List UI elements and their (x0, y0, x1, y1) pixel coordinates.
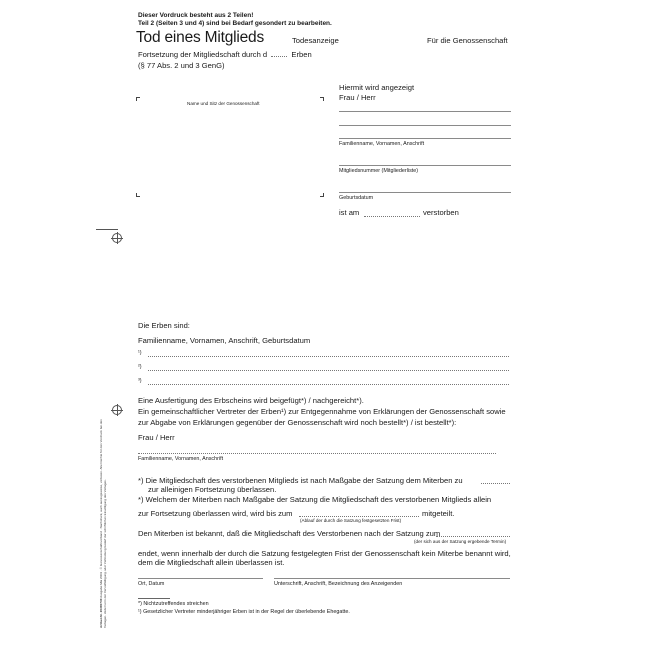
announcement-intro: Hiermit wird angezeigt (339, 83, 415, 92)
notice-line-2: Teil 2 (Seiten 3 und 4) sind bei Bedarf gesondert zu bearbeiten. (138, 20, 332, 27)
heir-row-2[interactable] (148, 370, 509, 371)
representative-label: Familienname, Vornamen, Anschrift (138, 456, 224, 462)
deadline-date-field[interactable] (299, 516, 419, 517)
death-date-field[interactable] (364, 216, 420, 217)
member-number-line[interactable] (339, 165, 511, 166)
deadline-caption: (Ablauf der durch die Satzung festgesetzten Frist) (300, 518, 402, 523)
order-number: Artikel-Nr. 20300730 (99, 598, 103, 628)
footnote-star: *) Nichtzutreffendes streichen (138, 601, 209, 607)
heir-row-3[interactable] (148, 384, 509, 385)
died-prefix: ist am (339, 208, 360, 217)
footnote-rule (138, 598, 170, 599)
heirs-columns: Familienname, Vornamen, Anschrift, Geburtsdatum (138, 336, 311, 345)
option-1-line-1: *) Die Mitgliedschaft des verstorbenen Mitglieds ist nach Maßgabe der Satzung dem Miterben zu (138, 476, 463, 485)
publisher-sidebar (100, 418, 108, 628)
deceased-name-line-3[interactable] (339, 138, 511, 139)
punch-mark-bottom-icon (112, 405, 122, 415)
announcement-salutation: Frau / Herr (339, 93, 376, 102)
continuation-heading (138, 50, 312, 59)
birthdate-line[interactable] (339, 192, 511, 193)
place-date-line[interactable] (138, 578, 263, 579)
certificate-line-2: Ein gemeinschaftlicher Vertreter der Erben¹) zur Entgegennahme von Erklärungen der Genossenschaft sowie (138, 407, 506, 416)
place-date-label: Ort, Datum (138, 581, 165, 587)
representative-salutation: Frau / Herr (138, 433, 175, 442)
option-2-line-1: *) Welchem der Miterben nach Maßgabe der Satzung die Mitgliedschaft des verstorbenen Mitglieds allein (138, 495, 492, 504)
address-corner-bl (136, 193, 140, 197)
signature-line[interactable] (274, 578, 510, 579)
option-2-suffix: mitgeteilt. (422, 509, 455, 518)
address-corner-br (320, 193, 324, 197)
continuation-prefix: Fortsetzung der Mitgliedschaft durch d (138, 50, 268, 59)
certificate-line-3: zur Abgabe von Erklärungen gegenüber der Genossenschaft wird noch bestellt*) / ist bestellt*): (138, 418, 457, 427)
term-caption: (der sich aus der Satzung ergebende Termin) (414, 539, 507, 544)
address-field[interactable] (140, 108, 318, 192)
publisher-note: Ausgabe Mai 2009 · © Genossenschaftsverband · Nachdruck, auch auszugsweise, verboten. Alle Rechte für den Vordruck bei den Verlagen. Jede Form der Vervielfältigung oder Verbreitung bedarf der schriftlichen Einwilligung des Verlages. (99, 419, 107, 628)
form-subtitle: Todesanzeige (292, 36, 339, 45)
heirs-heading: Die Erben sind: (138, 321, 190, 330)
heir-marker-1: ¹) (138, 350, 142, 356)
gender-suffix-field[interactable] (271, 56, 287, 57)
known-prefix: Den Miterben ist bekannt, daß die Mitgliedschaft des Verstorbenen nach der Satzung zum (138, 529, 441, 538)
signature-label: Unterschrift, Anschrift, Bezeichnung des Anzeigenden (274, 581, 403, 587)
term-date-field[interactable] (436, 536, 510, 537)
deceased-name-label: Familienname, Vornamen, Anschrift (339, 141, 425, 147)
member-number-label: Mitgliedsnummer (Mitgliederliste) (339, 168, 419, 174)
representative-name-line[interactable] (138, 453, 496, 454)
punch-mark-top-icon (112, 233, 122, 243)
certificate-line-1: Eine Ausfertigung des Erbscheins wird beigefügt*) / nachgereicht*). (138, 396, 364, 405)
address-corner-tl (136, 97, 140, 101)
form-title: Tod eines Mitglieds (136, 29, 265, 46)
option-1-line-2: zur alleinigen Fortsetzung überlassen. (148, 485, 277, 494)
heir-marker-3: ³) (138, 378, 142, 384)
died-suffix: verstorben (423, 208, 459, 217)
address-box-label: Name und Sitz der Genossenschaft (187, 101, 260, 106)
end-line-2: dem die Mitgliedschaft allein überlassen ist. (138, 558, 285, 567)
deceased-name-line-2[interactable] (339, 125, 511, 126)
legal-reference: (§ 77 Abs. 2 und 3 GenG) (138, 61, 225, 70)
notice-line-1: Dieser Vordruck besteht aus 2 Teilen! (138, 12, 254, 19)
heir-row-1[interactable] (148, 356, 509, 357)
heir-marker-2: ²) (138, 364, 142, 370)
fold-mark (96, 229, 118, 230)
address-corner-tr (320, 97, 324, 101)
recipient-label: Für die Genossenschaft (427, 36, 508, 45)
deceased-name-line-1[interactable] (339, 111, 511, 112)
continuation-suffix: Erben (291, 50, 312, 59)
end-line-1: endet, wenn innerhalb der durch die Satzung festgelegten Frist der Genossenschaft kein Miterbe benannt wird, (138, 549, 511, 558)
sole-heir-field[interactable] (481, 483, 510, 484)
birthdate-label: Geburtsdatum (339, 195, 374, 201)
footnote-one: ¹) Gesetzlicher Vertreter minderjähriger Erben ist in der Regel der überlebende Ehegatte. (138, 609, 350, 615)
option-2-prefix: zur Fortsetzung überlassen wird, wird bis zum (138, 509, 293, 518)
